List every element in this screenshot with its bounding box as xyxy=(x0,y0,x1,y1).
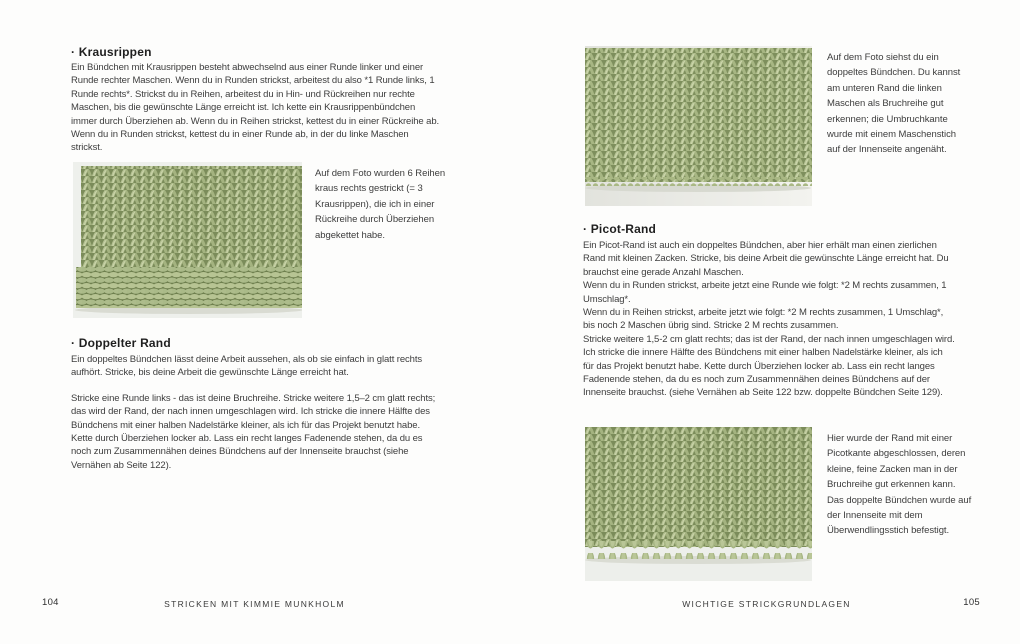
picot-rand-paragraph: Wenn du in Reihen strickst, arbeite jetzt wie folgt: *2 M rechts zusammen, 1 Umschlag*, bis noch 2 Maschen übrig sind. Stricke 2 M rechts zusammen. xyxy=(583,307,944,332)
knit-swatch-garter-edge xyxy=(73,162,302,318)
picot-rand-paragraph: Ein Picot-Rand ist auch ein doppeltes Bündchen, aber hier erhält man einen zierlichen Rand mit kleinen Zacken. Stricke, bis deine Arbeit die gewünschte Länge erreicht hat. Du brauchst eine gerade Anzahl Maschen. xyxy=(583,240,949,278)
picot-rand-paragraph: Stricke weitere 1,5-2 cm glatt rechts; das ist der Rand, der nach innen umgeschlagen wird. Ich stricke die innere Hälfte des Bündchens mit einer halben Nadelstärke kleiner, als ich für das Projekt benutzt habe. Kette durch Überziehen locker ab. Lass ein recht langes Fadenende stehen, da du es noch zum Zusammennähen deines Bündchens auf der Innenseite brauchst. (siehe Vernähen ab Seite 122 bzw. doppelte Bündchen Seite 129). xyxy=(583,333,955,399)
picot-rand-heading: · Picot-Rand xyxy=(583,222,657,236)
doppelter-rand-paragraph: Stricke eine Runde links - das ist deine Bruchreihe. Stricke weitere 1,5–2 cm glatt rechts; das wird der Rand, der nach innen umgeschlagen wird. Ich stricke die innere Hälfte des Bündchens mit einer halben Nadelstärke kleiner, als ich für das Projekt benutzt habe. Kette durch Überziehen locker ab. Lass ein recht langes Fadenende stehen, da du es noch zum Zusammennähen deines Bündchens auf der Innenseite brauchst (siehe Vernähen ab Seite 122). xyxy=(71,392,436,471)
krausrippen-heading: · Krausrippen xyxy=(71,45,152,59)
doppelter-rand-paragraph: Ein doppeltes Bündchen lässt deine Arbeit aussehen, als ob sie einfach in glatt rechts aufhört. Stricke, bis deine Arbeit die gewünschte Länge erreicht hat. xyxy=(71,354,423,379)
right-running-title: WICHTIGE STRICKGRUNDLAGEN xyxy=(682,599,851,609)
krausrippen-body: Ein Bündchen mit Krausrippen besteht abwechselnd aus einer Runde linker und einer Runde rechter Maschen. Wenn du in Runden strickst, arbeitest du also *1 Runde links, 1 Runde rechts*. Strickst du in Reihen, arbeitest du in Hin- und Rückreihen nur rechte Maschen, bis die gewünschte Länge erreicht ist. Ich kette ein Krausrippenbündchen immer durch Überziehen ab. Wenn du in Reihen strickst, kettest du in einer Rückreihe ab. Wenn du in Runden strickst, kettest du in einer Runde ab, in der du linke Maschen strickst. xyxy=(71,62,440,154)
picot-rand-body xyxy=(583,239,955,400)
doppelter-rand-body xyxy=(71,353,443,472)
knit-swatch-picot-edge xyxy=(585,427,812,581)
left-page-number: 104 xyxy=(42,597,59,608)
krausrippen-photo xyxy=(73,162,302,318)
right-page-number: 105 xyxy=(963,597,980,608)
double-hem-photo xyxy=(585,46,812,206)
picot-edge-photo xyxy=(585,427,812,581)
doppelter-rand-heading: · Doppelter Rand xyxy=(71,336,171,350)
double-hem-photo-caption: Auf dem Foto siehst du ein doppeltes Bündchen. Du kannst am unteren Rand die linken Maschen als Bruchreihe gut erkennen; die Umbruchkante wurde mit einem Maschenstich auf der Innenseite angenäht. xyxy=(827,52,961,156)
picot-photo-caption: Hier wurde der Rand mit einer Picotkante abgeschlossen, deren kleine, feine Zacken man in der Bruchreihe gut erkennen kann. Das doppelte Bündchen wurde auf der Innenseite mit dem Überwendlingsstich befestigt. xyxy=(827,433,972,537)
krausrippen-photo-caption: Auf dem Foto wurden 6 Reihen kraus rechts gestrickt (= 3 Krausrippen), die ich in einer Rückreihe durch Überziehen abgekettet habe. xyxy=(315,168,446,241)
knit-swatch-double-hem xyxy=(585,46,812,206)
picot-rand-paragraph: Wenn du in Runden strickst, arbeite jetzt eine Runde wie folgt: *2 M rechts zusammen, 1 Umschlag*. xyxy=(583,280,947,305)
left-running-title: STRICKEN MIT KIMMIE MUNKHOLM xyxy=(164,599,345,609)
